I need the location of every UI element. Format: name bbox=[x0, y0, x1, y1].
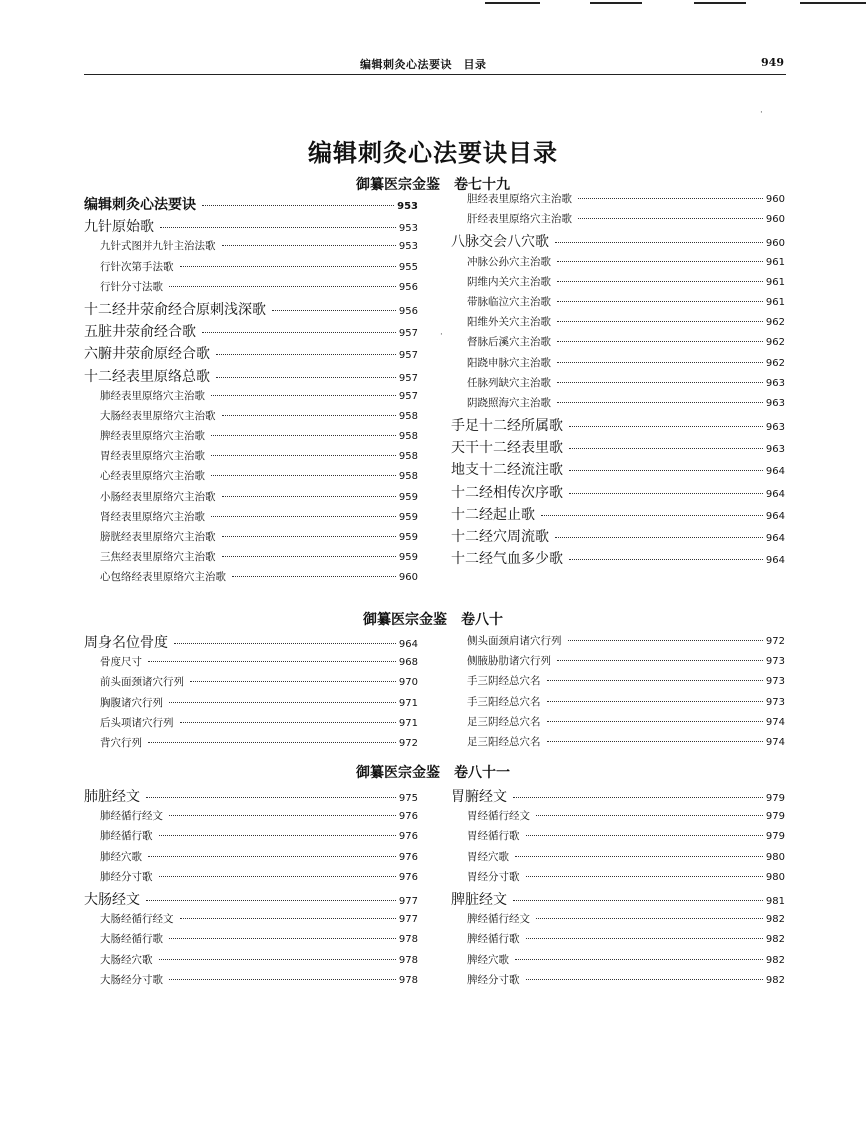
toc-entry-title: 后头项诸穴行列 bbox=[100, 716, 174, 729]
dot-leader bbox=[211, 435, 396, 436]
toc-entry-title: 八脉交会八穴歌 bbox=[451, 234, 549, 251]
toc-entry-title: 脾经循行经文 bbox=[467, 913, 530, 926]
dot-leader bbox=[148, 856, 396, 857]
dot-leader bbox=[232, 576, 396, 577]
toc-entry[interactable] bbox=[84, 695, 418, 715]
toc-entry-page: 971 bbox=[398, 717, 418, 729]
dot-leader bbox=[578, 218, 763, 219]
toc-entry-title: 足三阴经总穴名 bbox=[467, 715, 541, 728]
toc-entry-title: 肝经表里原络穴主治歌 bbox=[467, 213, 572, 226]
toc-entry-title: 脾脏经文 bbox=[451, 891, 507, 908]
toc-entry[interactable] bbox=[451, 889, 785, 911]
toc-entry[interactable] bbox=[84, 869, 418, 889]
toc-entry-title: 大肠经分寸歌 bbox=[100, 973, 163, 986]
toc-entry[interactable] bbox=[84, 509, 418, 529]
toc-entry[interactable] bbox=[84, 715, 418, 735]
toc-column-left bbox=[84, 194, 418, 590]
toc-entry-page: 962 bbox=[765, 337, 785, 349]
toc-entry[interactable] bbox=[84, 654, 418, 674]
toc-entry-title: 行针分寸法歌 bbox=[100, 280, 163, 293]
toc-entry[interactable] bbox=[84, 388, 418, 408]
toc-entry-page: 958 bbox=[398, 431, 418, 443]
toc-entry-title: 肺经穴歌 bbox=[100, 850, 142, 863]
toc-entry-title: 脾经表里原络穴主治歌 bbox=[100, 430, 205, 443]
toc-entry[interactable] bbox=[84, 549, 418, 569]
section-heading-juan-79: 御纂医宗金鉴 卷七十九 bbox=[356, 177, 510, 193]
toc-entry-title: 胃经循行经文 bbox=[467, 810, 530, 823]
toc-entry[interactable] bbox=[451, 714, 785, 734]
toc-entry[interactable] bbox=[451, 786, 785, 808]
toc-entry-page: 964 bbox=[765, 533, 785, 544]
toc-entry-page: 972 bbox=[398, 737, 418, 749]
top-edge-marks bbox=[0, 0, 866, 6]
toc-entry-title: 足三阳经总穴名 bbox=[467, 735, 541, 748]
toc-entry-title: 周身名位骨度 bbox=[84, 635, 168, 651]
toc-entry-page: 960 bbox=[765, 194, 785, 205]
toc-entry[interactable] bbox=[84, 529, 418, 549]
dot-leader bbox=[169, 938, 396, 939]
toc-entry[interactable] bbox=[451, 869, 785, 889]
toc-entry-page: 961 bbox=[765, 276, 785, 288]
toc-entry-page: 964 bbox=[765, 510, 785, 522]
toc-entry[interactable] bbox=[451, 314, 785, 334]
toc-entry[interactable] bbox=[84, 786, 418, 808]
scan-speck: · bbox=[760, 108, 763, 118]
toc-entry-page: 957 bbox=[398, 350, 418, 362]
dot-leader bbox=[526, 835, 763, 836]
toc-entry[interactable] bbox=[84, 849, 418, 869]
dot-leader bbox=[557, 362, 763, 363]
toc-entry-title: 十二经井荥俞经合原刺浅深歌 bbox=[84, 301, 266, 318]
toc-entry[interactable] bbox=[84, 931, 418, 951]
toc-entry[interactable] bbox=[84, 972, 418, 992]
toc-entry-page: 974 bbox=[765, 736, 785, 748]
toc-entry[interactable] bbox=[451, 294, 785, 314]
dot-leader bbox=[216, 377, 396, 378]
dot-leader bbox=[557, 660, 763, 661]
toc-entry-page: 973 bbox=[765, 656, 785, 668]
dot-leader bbox=[148, 661, 396, 662]
toc-entry[interactable] bbox=[451, 548, 785, 570]
toc-entry-page: 976 bbox=[398, 851, 418, 863]
toc-entry-page: 976 bbox=[398, 831, 418, 843]
toc-entry-page: 979 bbox=[765, 831, 785, 843]
toc-entry[interactable] bbox=[451, 633, 785, 653]
toc-entry-title: 大肠经循行经文 bbox=[100, 913, 174, 926]
dot-leader bbox=[515, 959, 763, 960]
dot-leader bbox=[569, 426, 763, 427]
dot-leader bbox=[513, 900, 763, 901]
toc-entry[interactable] bbox=[84, 952, 418, 972]
toc-entry-page: 982 bbox=[765, 974, 785, 986]
toc-entry-title: 侧腋胁肋诸穴行列 bbox=[467, 655, 551, 668]
toc-entry-title: 胆经表里原络穴主治歌 bbox=[467, 193, 572, 205]
dot-leader bbox=[515, 856, 763, 857]
dot-leader bbox=[222, 245, 396, 246]
toc-entry-page: 958 bbox=[398, 471, 418, 483]
toc-entry-title: 十二经表里原络总歌 bbox=[84, 368, 210, 385]
dot-leader bbox=[547, 680, 763, 681]
toc-entry-title: 任脉列缺穴主治歌 bbox=[467, 376, 551, 389]
toc-entry-title: 肾经表里原络穴主治歌 bbox=[100, 510, 205, 523]
toc-entry-page: 977 bbox=[398, 895, 418, 907]
toc-entry-title: 行针次第手法歌 bbox=[100, 260, 174, 273]
toc-entry[interactable] bbox=[451, 673, 785, 693]
toc-entry[interactable] bbox=[451, 254, 785, 274]
dot-leader bbox=[211, 395, 396, 396]
dot-leader bbox=[222, 536, 396, 537]
dot-leader bbox=[211, 455, 396, 456]
toc-entry-title: 十二经气血多少歌 bbox=[451, 551, 563, 568]
header-rule bbox=[84, 74, 786, 75]
toc-entry-title: 阳维外关穴主治歌 bbox=[467, 316, 551, 329]
toc-entry-title: 地支十二经流注歌 bbox=[451, 462, 563, 479]
toc-entry[interactable] bbox=[84, 808, 418, 828]
toc-entry-title: 膀胱经表里原络穴主治歌 bbox=[100, 531, 216, 543]
toc-entry-page: 964 bbox=[398, 639, 418, 650]
toc-entry-title: 肺脏经文 bbox=[84, 789, 140, 805]
dot-leader bbox=[211, 475, 396, 476]
toc-entry-page: 971 bbox=[398, 697, 418, 709]
toc-entry-page: 982 bbox=[765, 954, 785, 966]
toc-entry[interactable] bbox=[84, 343, 418, 365]
toc-entry[interactable] bbox=[451, 504, 785, 526]
toc-column-right bbox=[451, 633, 785, 754]
toc-entry-page: 962 bbox=[765, 357, 785, 369]
toc-entry[interactable] bbox=[84, 448, 418, 468]
toc-entry-title: 六腑井荥俞原经合歌 bbox=[84, 346, 210, 363]
toc-entry[interactable] bbox=[84, 489, 418, 509]
toc-entry[interactable] bbox=[451, 931, 785, 951]
toc-entry-title: 大肠经文 bbox=[84, 891, 140, 908]
dot-leader bbox=[536, 918, 763, 919]
dot-leader bbox=[569, 493, 763, 494]
dot-leader bbox=[555, 537, 763, 538]
toc-entry-page: 959 bbox=[398, 511, 418, 523]
dot-leader bbox=[547, 741, 763, 742]
toc-entry-page: 962 bbox=[765, 317, 785, 329]
toc-entry[interactable] bbox=[84, 569, 418, 589]
toc-entry-page: 974 bbox=[765, 716, 785, 728]
toc-entry-page: 957 bbox=[398, 372, 418, 384]
toc-entry[interactable] bbox=[451, 191, 785, 211]
toc-entry-title: 阴跷照海穴主治歌 bbox=[467, 396, 551, 409]
toc-entry-title: 阴维内关穴主治歌 bbox=[467, 275, 551, 288]
toc-entry-page: 959 bbox=[398, 491, 418, 503]
toc-entry[interactable] bbox=[84, 259, 418, 279]
toc-entry-title: 督脉后溪穴主治歌 bbox=[467, 336, 551, 349]
toc-column-left bbox=[84, 632, 418, 755]
toc-entry[interactable] bbox=[84, 366, 418, 388]
toc-entry-title: 肺经循行歌 bbox=[100, 830, 153, 843]
dot-leader bbox=[547, 701, 763, 702]
toc-entry-page: 982 bbox=[765, 914, 785, 926]
dot-leader bbox=[557, 281, 763, 282]
toc-entry-title: 脾经循行歌 bbox=[467, 933, 520, 946]
toc-entry[interactable] bbox=[84, 632, 418, 654]
toc-entry-title: 前头面颈诸穴行列 bbox=[100, 676, 184, 689]
toc-entry-page: 960 bbox=[398, 572, 418, 584]
toc-entry-page: 963 bbox=[765, 377, 785, 389]
toc-entry-page: 976 bbox=[398, 871, 418, 883]
toc-entry[interactable] bbox=[451, 437, 785, 459]
toc-entry[interactable] bbox=[451, 828, 785, 848]
dot-leader bbox=[190, 681, 396, 682]
dot-leader bbox=[202, 205, 394, 206]
toc-entry-title: 十二经相传次序歌 bbox=[451, 484, 563, 501]
toc-entry-title: 三焦经表里原络穴主治歌 bbox=[100, 551, 216, 564]
toc-entry[interactable] bbox=[84, 911, 418, 931]
toc-entry[interactable] bbox=[84, 299, 418, 321]
toc-entry-page: 961 bbox=[765, 296, 785, 308]
dot-leader bbox=[557, 402, 763, 403]
dot-leader bbox=[526, 938, 763, 939]
page-number: 949 bbox=[761, 56, 784, 69]
toc-entry-page: 980 bbox=[765, 851, 785, 863]
toc-entry-page: 979 bbox=[765, 811, 785, 823]
toc-entry[interactable] bbox=[451, 231, 785, 253]
toc-entry-title: 胃经循行歌 bbox=[467, 830, 520, 843]
toc-entry-page: 956 bbox=[398, 305, 418, 317]
dot-leader bbox=[568, 640, 763, 641]
dot-leader bbox=[216, 354, 396, 355]
running-header bbox=[84, 56, 784, 74]
toc-title: 编辑刺灸心法要诀目录 bbox=[308, 138, 558, 167]
dot-leader bbox=[557, 341, 763, 342]
toc-entry-title: 胃经表里原络穴主治歌 bbox=[100, 450, 205, 463]
toc-entry-title: 脾经分寸歌 bbox=[467, 973, 520, 986]
toc-entry-title: 胃腑经文 bbox=[451, 789, 507, 805]
toc-entry-page: 961 bbox=[765, 256, 785, 268]
dot-leader bbox=[272, 310, 396, 311]
dot-leader bbox=[211, 516, 396, 517]
toc-entry-page: 953 bbox=[398, 223, 418, 235]
dot-leader bbox=[569, 559, 763, 560]
toc-entry[interactable] bbox=[451, 459, 785, 481]
toc-entry[interactable] bbox=[84, 889, 418, 911]
dot-leader bbox=[578, 198, 763, 199]
toc-entry-page: 979 bbox=[765, 793, 785, 804]
toc-entry-page: 976 bbox=[398, 811, 418, 823]
dot-leader bbox=[526, 979, 763, 980]
toc-entry-page: 981 bbox=[765, 895, 785, 907]
toc-entry-title: 骨度尺寸 bbox=[100, 656, 142, 669]
dot-leader bbox=[569, 448, 763, 449]
toc-entry-title: 五脏井荥俞经合歌 bbox=[84, 324, 196, 341]
toc-entry-page: 968 bbox=[398, 657, 418, 669]
dot-leader bbox=[541, 515, 763, 516]
toc-entry[interactable] bbox=[84, 468, 418, 488]
dot-leader bbox=[159, 959, 396, 960]
dot-leader bbox=[222, 415, 396, 416]
toc-entry-title: 小肠经表里原络穴主治歌 bbox=[100, 490, 216, 503]
toc-entry-title: 心包络经表里原络穴主治歌 bbox=[100, 571, 226, 584]
dot-leader bbox=[557, 261, 763, 262]
toc-entry[interactable] bbox=[451, 734, 785, 754]
toc-entry-title: 大肠经循行歌 bbox=[100, 933, 163, 946]
dot-leader bbox=[569, 470, 763, 471]
dot-leader bbox=[180, 918, 396, 919]
toc-entry[interactable] bbox=[451, 395, 785, 415]
dot-leader bbox=[536, 815, 763, 816]
dot-leader bbox=[160, 227, 396, 228]
toc-entry-title: 胸腹诸穴行列 bbox=[100, 696, 163, 709]
dot-leader bbox=[180, 266, 396, 267]
toc-entry[interactable] bbox=[84, 428, 418, 448]
dot-leader bbox=[557, 301, 763, 302]
section-heading-juan-80: 御纂医宗金鉴 卷八十 bbox=[363, 612, 503, 628]
toc-entry-page: 972 bbox=[765, 636, 785, 647]
section-heading-juan-81: 御纂医宗金鉴 卷八十一 bbox=[356, 765, 510, 781]
dot-leader bbox=[526, 876, 763, 877]
toc-entry-page: 978 bbox=[398, 974, 418, 986]
toc-entry[interactable] bbox=[84, 321, 418, 343]
toc-entry-title: 带脉临泣穴主治歌 bbox=[467, 295, 551, 308]
toc-entry-title: 天干十二经表里歌 bbox=[451, 440, 563, 457]
toc-entry-page: 973 bbox=[765, 696, 785, 708]
toc-entry-page: 956 bbox=[398, 281, 418, 293]
toc-entry-title: 胃经穴歌 bbox=[467, 850, 509, 863]
toc-entry-title: 肺经分寸歌 bbox=[100, 870, 153, 883]
toc-entry-page: 963 bbox=[765, 444, 785, 456]
toc-entry-title: 肺经表里原络穴主治歌 bbox=[100, 389, 205, 402]
dot-leader bbox=[513, 797, 763, 798]
dot-leader bbox=[547, 721, 763, 722]
toc-entry[interactable] bbox=[84, 408, 418, 428]
toc-entry[interactable] bbox=[451, 653, 785, 673]
toc-entry-page: 982 bbox=[765, 934, 785, 946]
toc-entry-page: 964 bbox=[765, 488, 785, 500]
toc-entry[interactable] bbox=[84, 216, 418, 238]
dot-leader bbox=[148, 742, 396, 743]
toc-entry-page: 957 bbox=[398, 328, 418, 340]
toc-entry[interactable] bbox=[451, 375, 785, 395]
toc-entry-title: 十二经穴周流歌 bbox=[451, 529, 549, 545]
toc-entry-title: 侧头面颈肩诸穴行列 bbox=[467, 635, 562, 647]
toc-entry-page: 963 bbox=[765, 397, 785, 409]
toc-entry-page: 978 bbox=[398, 934, 418, 946]
toc-entry[interactable] bbox=[84, 238, 418, 258]
toc-entry-title: 阳跷申脉穴主治歌 bbox=[467, 356, 551, 369]
toc-entry[interactable] bbox=[451, 694, 785, 714]
toc-entry[interactable] bbox=[451, 415, 785, 437]
toc-entry[interactable] bbox=[451, 952, 785, 972]
toc-entry-page: 975 bbox=[398, 793, 418, 804]
toc-entry-page: 958 bbox=[398, 451, 418, 463]
toc-entry-title: 十二经起止歌 bbox=[451, 506, 535, 523]
toc-entry[interactable] bbox=[451, 334, 785, 354]
toc-entry[interactable] bbox=[84, 735, 418, 755]
dot-leader bbox=[180, 722, 396, 723]
scan-speck: · bbox=[440, 330, 443, 340]
toc-entry-page: 960 bbox=[765, 214, 785, 226]
dot-leader bbox=[169, 979, 396, 980]
dot-leader bbox=[146, 900, 396, 901]
toc-entry-title: 心经表里原络穴主治歌 bbox=[100, 470, 205, 483]
toc-entry-title: 大肠经穴歌 bbox=[100, 953, 153, 966]
toc-entry[interactable] bbox=[451, 911, 785, 931]
toc-entry-page: 970 bbox=[398, 677, 418, 689]
toc-entry-page: 959 bbox=[398, 532, 418, 543]
toc-entry[interactable] bbox=[84, 674, 418, 694]
toc-entry-page: 977 bbox=[398, 914, 418, 926]
toc-entry-page: 978 bbox=[398, 954, 418, 966]
toc-entry-title: 手足十二经所属歌 bbox=[451, 418, 563, 435]
toc-entry-title: 脾经穴歌 bbox=[467, 953, 509, 966]
dot-leader bbox=[146, 797, 396, 798]
dot-leader bbox=[169, 815, 396, 816]
toc-entry-title: 手三阴经总穴名 bbox=[467, 675, 541, 688]
toc-entry-page: 963 bbox=[765, 422, 785, 434]
toc-entry[interactable] bbox=[451, 211, 785, 231]
toc-entry[interactable] bbox=[84, 828, 418, 848]
toc-entry-title: 手三阳经总穴名 bbox=[467, 695, 541, 708]
toc-entry[interactable] bbox=[451, 972, 785, 992]
toc-entry-title: 九针原始歌 bbox=[84, 219, 154, 236]
dot-leader bbox=[557, 321, 763, 322]
toc-entry-page: 959 bbox=[398, 552, 418, 564]
toc-entry[interactable] bbox=[451, 274, 785, 294]
dot-leader bbox=[174, 643, 396, 644]
dot-leader bbox=[555, 242, 763, 243]
toc-column-right bbox=[451, 191, 785, 570]
toc-entry-title: 冲脉公孙穴主治歌 bbox=[467, 255, 551, 268]
toc-entry-page: 980 bbox=[765, 871, 785, 883]
running-title: 编辑刺灸心法要诀 目录 bbox=[360, 58, 487, 71]
toc-column-right bbox=[451, 786, 785, 992]
toc-entry-title: 九针式图并九针主治法歌 bbox=[100, 240, 216, 253]
toc-entry-title: 肺经循行经文 bbox=[100, 810, 163, 823]
toc-column-left bbox=[84, 786, 418, 992]
dot-leader bbox=[169, 286, 396, 287]
toc-entry[interactable] bbox=[84, 194, 418, 216]
toc-entry-title: 大肠经表里原络穴主治歌 bbox=[100, 409, 216, 422]
toc-entry[interactable] bbox=[451, 355, 785, 375]
toc-entry-page: 958 bbox=[398, 410, 418, 422]
toc-entry-page: 964 bbox=[765, 466, 785, 478]
toc-entry-page: 973 bbox=[765, 676, 785, 688]
toc-entry-title: 编辑刺灸心法要诀 bbox=[84, 197, 196, 213]
dot-leader bbox=[159, 876, 396, 877]
dot-leader bbox=[557, 382, 763, 383]
dot-leader bbox=[169, 702, 396, 703]
toc-entry-page: 955 bbox=[398, 261, 418, 273]
toc-entry-page: 960 bbox=[765, 238, 785, 250]
dot-leader bbox=[159, 835, 396, 836]
dot-leader bbox=[222, 556, 396, 557]
toc-entry[interactable] bbox=[451, 849, 785, 869]
toc-entry[interactable] bbox=[451, 482, 785, 504]
toc-entry-page: 957 bbox=[398, 390, 418, 402]
toc-entry[interactable] bbox=[451, 526, 785, 548]
toc-entry-page: 964 bbox=[765, 555, 785, 567]
toc-entry-page: 953 bbox=[398, 241, 418, 253]
toc-entry[interactable] bbox=[84, 279, 418, 299]
dot-leader bbox=[202, 332, 396, 333]
toc-entry[interactable] bbox=[451, 808, 785, 828]
toc-entry-title: 胃经分寸歌 bbox=[467, 870, 520, 883]
toc-entry-page: 953 bbox=[397, 201, 418, 212]
dot-leader bbox=[222, 496, 396, 497]
toc-entry-title: 背穴行列 bbox=[100, 736, 142, 749]
